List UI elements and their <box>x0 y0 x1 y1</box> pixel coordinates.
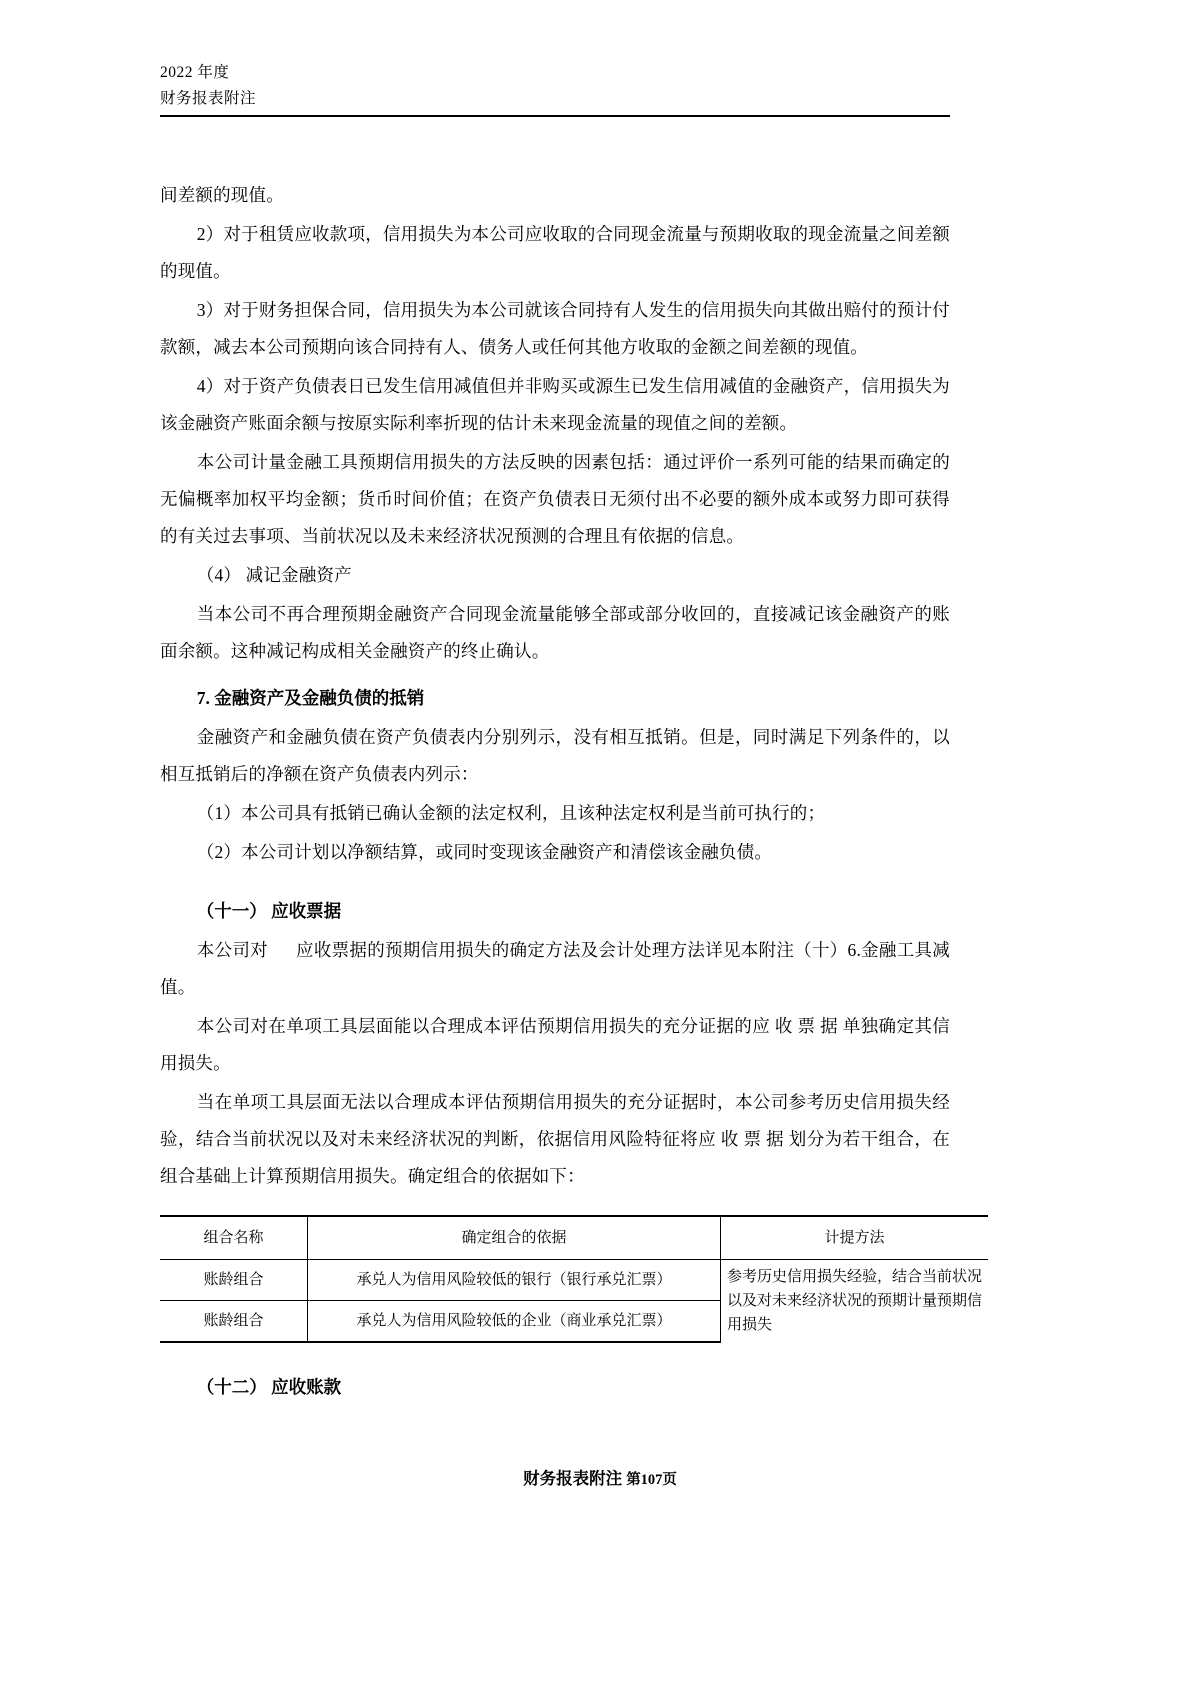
header-subtitle: 财务报表附注 <box>160 90 257 107</box>
column-header-basis: 确定组合的依据 <box>308 1216 721 1260</box>
paragraph-writedown-body: 当本公司不再合理预期金融资产合同现金流量能够全部或部分收回的，直接减记该金融资产的账面余额。这种减记构成相关金融资产的终止确认。 <box>160 604 950 661</box>
paragraph-measurement-factors: 本公司计量金融工具预期信用损失的方法反映的因素包括：通过评价一系列可能的结果而确定的无偏概率加权平均金额；货币时间价值；在资产负债表日无须付出不必要的额外成本或努力即可获得的有关过去事项、当前状况以及未来经济状况预测的合理且有依据的信息。 <box>160 452 950 546</box>
footer-page-number: 第107页 <box>626 1472 677 1488</box>
heading-accounts-receivable: （十二） 应收账款 <box>196 1377 342 1397</box>
page-footer <box>0 1465 1200 1489</box>
footer-label: 财务报表附注 <box>523 1469 623 1488</box>
text-company-for: 本公司对 <box>196 940 268 960</box>
paragraph-offsetting-condition-2: （2）本公司计划以净额结算，或同时变现该金融资产和清偿该金融负债。 <box>196 842 773 862</box>
header-divider <box>160 115 950 117</box>
paragraph-continuation: 间差额的现值。 <box>160 185 284 205</box>
cell-combination-name-1: 账龄组合 <box>160 1260 308 1301</box>
text-grouping-c: 划分为若干组合，在组合基础上计算预期信用损失。确定组合的依据如下： <box>160 1129 950 1186</box>
table-header <box>160 1216 988 1260</box>
column-header-method: 计提方法 <box>721 1216 989 1260</box>
page-content <box>160 60 983 1406</box>
cell-combination-name-2: 账龄组合 <box>160 1301 308 1343</box>
text-individual-assessment-c: 单独确定其信用损失。 <box>160 1016 950 1073</box>
page-header <box>160 60 950 121</box>
paragraph-item-4-writedown-title: （4） 减记金融资产 <box>196 565 352 585</box>
paragraph-offsetting-condition-1: （1）本公司具有抵销已确认金额的法定权利，且该种法定权利是当前可执行的； <box>196 803 826 823</box>
table-row <box>160 1260 988 1301</box>
cell-method: 参考历史信用损失经验，结合当前状况以及对未来经济状况的预期计量预期信用损失 <box>727 1269 983 1333</box>
paragraph-item-2: 2）对于租赁应收款项，信用损失为本公司应收取的合同现金流量与预期收取的现金流量之间差额的现值。 <box>160 224 950 281</box>
text-notes-receivable-spaced-1: 应收票据 <box>752 1016 843 1036</box>
cell-basis-1: 承兑人为信用风险较低的银行（银行承兑汇票） <box>308 1260 721 1301</box>
paragraph-grouping-assessment <box>160 1084 950 1195</box>
text-notes-receivable-ref: 应收票据的预期信用损失的确定方法及会计处理方法详见本附注（十）6.金融工具减值。 <box>160 940 950 997</box>
column-header-combination-name: 组合名称 <box>160 1216 308 1260</box>
paragraph-notes-receivable-method <box>160 932 950 1006</box>
header-year: 2022 年度 <box>160 64 230 81</box>
text-grouping-a: 当在单项工具层面无法以合理成本评估预期信用损失的充分证据时，本公司参考历史信用损失经验，结合当前状况以及对未来经济状况的判断，依据信用风险特征将 <box>160 1092 950 1149</box>
heading-notes-receivable: （十一） 应收票据 <box>196 901 342 921</box>
paragraph-individual-assessment <box>160 1008 950 1082</box>
text-individual-assessment-a: 本公司对在单项工具层面能以合理成本评估预期信用损失的充分证据的 <box>196 1016 753 1036</box>
table-header-row <box>160 1216 988 1260</box>
document-body <box>160 177 983 1406</box>
paragraph-offsetting-body: 金融资产和金融负债在资产负债表内分别列示，没有相互抵销。但是，同时满足下列条件的，以相互抵销后的净额在资产负债表内列示： <box>160 727 950 784</box>
text-notes-receivable-spaced-2: 应收票据 <box>698 1129 789 1149</box>
combination-basis-table <box>160 1215 988 1343</box>
heading-offsetting: 7. 金融资产及金融负债的抵销 <box>196 688 425 708</box>
cell-basis-2: 承兑人为信用风险较低的企业（商业承兑汇票） <box>308 1301 721 1343</box>
table-body <box>160 1260 988 1343</box>
paragraph-item-3: 3）对于财务担保合同，信用损失为本公司就该合同持有人发生的信用损失向其做出赔付的预计付款额，减去本公司预期向该合同持有人、债务人或任何其他方收取的金额之间差额的现值。 <box>160 300 950 357</box>
paragraph-item-4: 4）对于资产负债表日已发生信用减值但并非购买或源生已发生信用减值的金融资产，信用损失为该金融资产账面余额与按原实际利率折现的估计未来现金流量的现值之间的差额。 <box>160 376 950 433</box>
